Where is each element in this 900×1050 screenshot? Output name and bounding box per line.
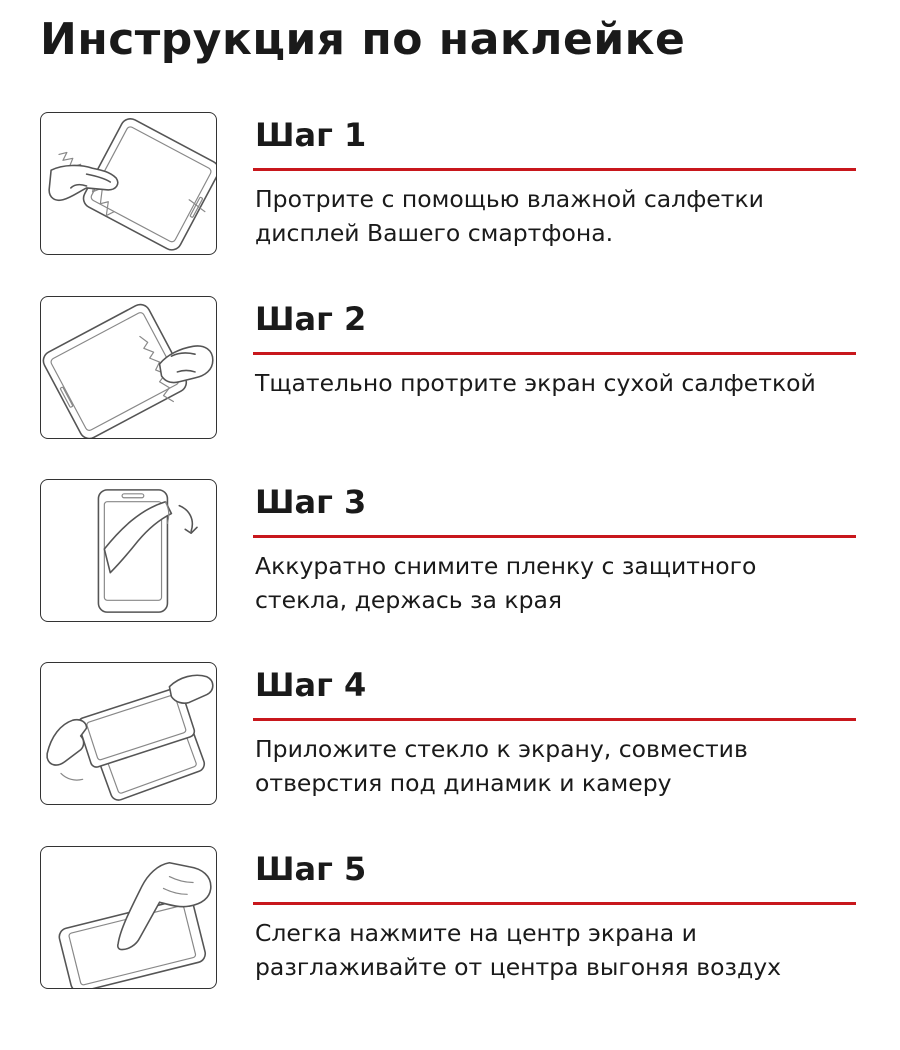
wipe-phone-wet-cloth-icon <box>41 113 216 254</box>
wipe-phone-dry-cloth-icon <box>41 297 216 438</box>
page-title: Инструкция по наклейке <box>40 14 686 65</box>
peel-film-icon <box>41 480 216 621</box>
step-4-description: Приложите стекло к экрану, совместив отверстия под динамик и камеру <box>255 735 748 797</box>
step-4-heading: Шаг 4 <box>255 666 367 704</box>
step-2-heading: Шаг 2 <box>255 300 367 338</box>
step-5-description: Слегка нажмите на центр экрана и разглаживайте от центра выгоняя воздух <box>255 919 782 981</box>
step-2-description: Тщательно протрите экран сухой салфеткой <box>255 369 816 397</box>
step-3-heading: Шаг 3 <box>255 483 367 521</box>
step-5-divider <box>253 902 856 905</box>
step-2 <box>40 296 860 441</box>
step-1 <box>40 112 860 257</box>
step-1-heading: Шаг 1 <box>255 116 367 154</box>
step-3-image <box>40 479 217 622</box>
step-4 <box>40 662 860 807</box>
step-5-heading: Шаг 5 <box>255 850 367 888</box>
step-4-divider <box>253 718 856 721</box>
press-center-icon <box>41 847 216 988</box>
step-3 <box>40 479 860 624</box>
step-2-divider <box>253 352 856 355</box>
step-1-divider <box>253 168 856 171</box>
apply-glass-icon <box>41 663 216 804</box>
step-3-description: Аккуратно снимите пленку с защитного стекла, держась за края <box>255 552 757 614</box>
step-3-divider <box>253 535 856 538</box>
step-5-image <box>40 846 217 989</box>
step-5 <box>40 846 860 991</box>
step-1-image <box>40 112 217 255</box>
step-4-image <box>40 662 217 805</box>
step-1-description: Протрите с помощью влажной салфетки дисплей Вашего смартфона. <box>255 185 764 247</box>
step-2-image <box>40 296 217 439</box>
